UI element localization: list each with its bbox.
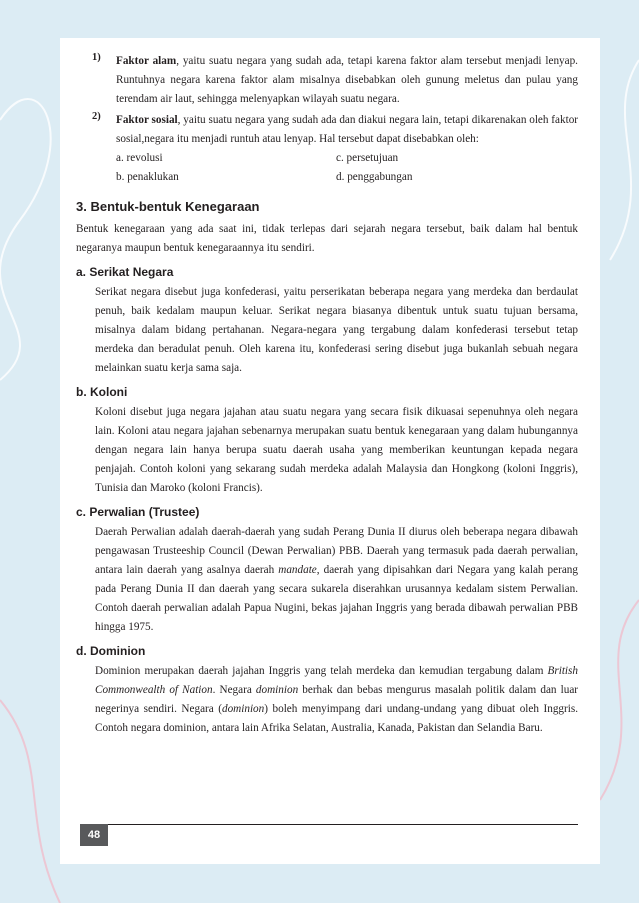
section-title: 3. Bentuk-bentuk Kenegaraan [76,199,260,214]
subsection-title-b: b. Koloni [76,385,128,399]
numbered-list [76,52,578,187]
list-item [76,111,578,187]
footer-rule [80,824,578,825]
sub-list-item: a. revolusi [116,152,163,164]
subsection-text-a: Serikat negara disebut juga konfederasi, yaitu perserikatan beberapa negara yang merdeka dan berdaulat penuh, baik kedalam maupun keluar. Serikat negara biasanya dibentuk untuk suatu tujuan bersama, misalnya dalam bidang pertahanan. Negara-negara yang tergabung dalam konfederasi tersebut tetap merdeka dan beradulat penuh. Oleh karena itu, konfederasi sering disebut juga bukanlah sebuah negara melainkan suatu kerja sama saja. [95,286,578,374]
list-number: 1) [92,52,101,63]
list-term: Faktor sosial [116,114,178,126]
document-page [60,38,600,864]
sub-list [116,149,578,187]
subsection-text-c: Daerah Perwalian adalah daerah-daerah yang sudah Perang Dunia II diurus oleh beberapa negara dibawah pengawasan Trusteeship Council (Dewan Perwalian) PBB. Daerah yang termasuk pada daerah perwalian, antara lain daerah yang asalnya daerah mandate, daerah yang dipisahkan dari Negara yang kalah perang pada Perang Dunia II dan daerah yang secara sukarela diserahkan urusannya kedalam sistem Perwalian. Contoh daerah perwalian adalah Papua Nugini, bekas jajahan Inggris yang berada dibawah perwalian PBB hingga 1975. [95,526,578,633]
list-term: Faktor alam [116,55,177,67]
section-intro: Bentuk kenegaraan yang ada saat ini, tidak terlepas dari sejarah negara tersebut, baik dalam hal bentuk negaranya maupun bentuk kenegaraannya itu sendiri. [76,223,578,254]
subsection-text-b: Koloni disebut juga negara jajahan atau suatu negara yang secara fisik dikuasai sepenuhnya oleh negara lain. Koloni atau negara jajahan sebenarnya merupakan suatu bentuk kenegaraan yang dalam hubungannya dengan negara lain hanya berupa suatu daerah usaha yang memberikan keuntungan kepada negara penjajah. Contoh koloni yang sekarang sudah merdeka adalah Malaysia dan Hongkong (koloni Inggris), Tunisia dan Maroko (koloni Francis). [95,406,578,494]
subsection-title-d: d. Dominion [76,644,146,658]
list-text: , yaitu suatu negara yang sudah ada, tetapi karena faktor alam tersebut menjadi lenyap. Runtuhnya negara karena faktor alam misalnya disebabkan oleh gunung meletus dan pulau yang terendam air laut, sehingga melenyapkan wilayah suatu negara. [116,55,578,105]
list-text: , yaitu suatu negara yang sudah ada dan diakui negara lain, tetapi dikarenakan oleh faktor sosial,negara itu menjadi runtuh atau lenyap. Hal tersebut dapat disebabkan oleh: [116,114,579,145]
subsection-title-c: c. Perwalian (Trustee) [76,505,200,519]
sub-list-item: b. penaklukan [116,171,179,183]
subsection-title-a: a. Serikat Negara [76,265,174,279]
sub-list-item: c. persetujuan [336,152,399,164]
sub-list-item: d. penggabungan [336,171,413,183]
list-item [76,52,578,109]
page-number: 48 [80,824,108,846]
subsection-text-d: Dominion merupakan daerah jajahan Inggris yang telah merdeka dan kemudian tergabung dalam British Commonwealth of Nation. Negara dominion berhak dan bebas mengurus masalah politik dalam dan luar negerinya sendiri. Negara (dominion) boleh menyimpang dari undang-undang yang dibuat oleh Inggris. Contoh negara dominion, antara lain Afrika Selatan, Australia, Kanada, Pakistan dan Selandia Baru. [95,665,579,734]
list-number: 2) [92,111,101,122]
